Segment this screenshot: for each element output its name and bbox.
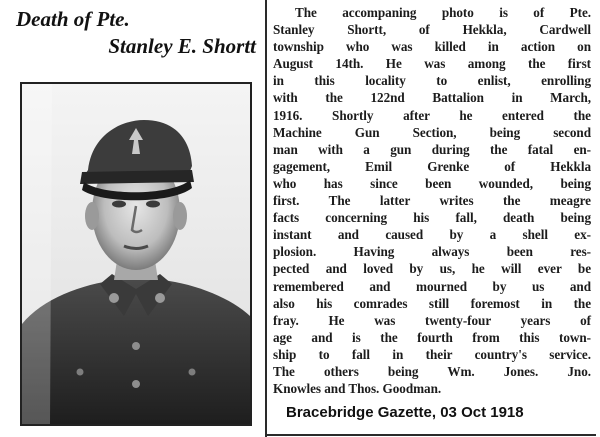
article-line: pected and loved by us, he will ever be — [273, 261, 591, 277]
column-divider — [265, 0, 267, 437]
article-line: township who was killed in action on — [273, 39, 591, 55]
article-line: plosion. Having always been res- — [273, 244, 591, 260]
article-line: gagement, Emil Grenke of Hekkla — [273, 158, 591, 174]
article-line: in this locality to enlist, enrolling — [273, 73, 591, 89]
article-line: instant and caused by a shell ex- — [273, 227, 591, 243]
article-line: who has since been wounded, being — [273, 175, 591, 191]
article-line: facts concerning his fall, death being — [273, 210, 591, 226]
article-line: Machine Gun Section, being second — [273, 124, 591, 140]
article-line: age and is the fourth from this town- — [273, 329, 591, 345]
portrait-image — [22, 84, 250, 424]
headline — [14, 6, 262, 60]
headline-line-1: Death of Pte. — [16, 7, 130, 31]
soldier-portrait-photo — [20, 82, 252, 426]
article-line: remembered and mourned by us and — [273, 278, 591, 294]
article-line: The others being Wm. Jones. Jno. — [273, 363, 591, 379]
article-line: with the 122nd Battalion in March, — [273, 90, 591, 106]
headline-line-2: Stanley E. Shortt — [108, 34, 256, 58]
bottom-rule — [266, 434, 596, 436]
article-line: fray. He was twenty-four years of — [273, 312, 591, 328]
article-line: man with a gun during the fatal en- — [273, 141, 591, 157]
source-caption: Bracebridge Gazette, 03 Oct 1918 — [286, 404, 524, 421]
article-line: Stanley Shortt, of Hekkla, Cardwell — [273, 22, 591, 38]
article-line: first. The latter writes the meagre — [273, 193, 591, 209]
article-line: Knowles and Thos. Goodman. — [273, 381, 442, 397]
article-line: The accompaning photo is of Pte. — [295, 5, 591, 20]
article-body — [273, 4, 591, 397]
article-line: August 14th. He was among the first — [273, 56, 591, 72]
article-line: 1916. Shortly after he entered the — [273, 107, 591, 123]
article-line: ship to fall in their country's service. — [273, 346, 591, 362]
article-line: also his comrades still foremost in the — [273, 295, 591, 311]
